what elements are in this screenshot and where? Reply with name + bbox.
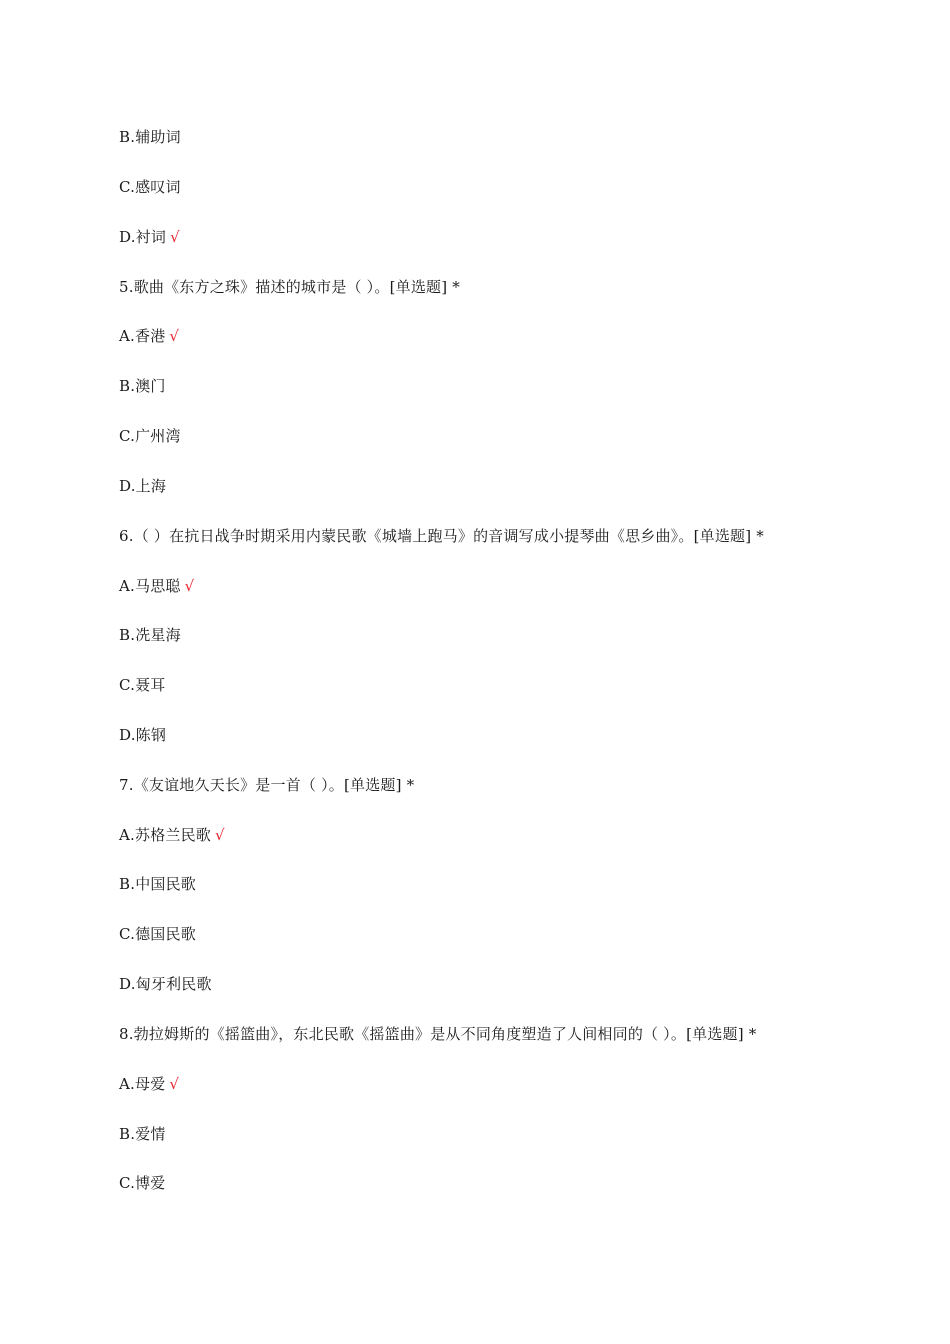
option-line (119, 1072, 179, 1096)
option-line (119, 723, 170, 747)
option-line (119, 424, 185, 448)
option-line (119, 1171, 170, 1195)
line-text: D.衬词 (119, 228, 167, 246)
line-text: C.德国民歌 (119, 925, 196, 943)
line-text: A.母爱 (119, 1075, 166, 1093)
line-text: A.香港 (119, 327, 166, 345)
option-line (119, 225, 180, 249)
line-text: C.感叹词 (119, 178, 181, 196)
line-text: D.陈钢 (119, 726, 167, 744)
line-text: B.冼星海 (119, 626, 181, 644)
correct-check-mark: √ (184, 577, 195, 595)
correct-check-mark: √ (170, 228, 180, 246)
line-text: A.苏格兰民歌 (119, 826, 212, 844)
line-text: C.聂耳 (119, 676, 166, 694)
line-text: C.博爱 (119, 1174, 166, 1192)
question-line (119, 275, 464, 299)
line-text: C.广州湾 (119, 427, 181, 445)
option-line (119, 673, 170, 697)
option-line (119, 972, 216, 996)
option-line (119, 574, 194, 598)
option-line (119, 1122, 170, 1146)
line-text: B.辅助词 (119, 128, 181, 146)
line-text: B.中国民歌 (119, 875, 196, 893)
option-line (119, 324, 179, 348)
line-text: D.匈牙利民歌 (119, 975, 212, 993)
question-line (119, 773, 418, 797)
question-line (119, 1022, 760, 1046)
line-text: 7.《友谊地久天长》是一首（ ）。[单选题] * (119, 776, 415, 794)
option-line (119, 823, 225, 847)
line-text: 5.歌曲《东方之珠》描述的城市是（ ）。[单选题] * (119, 278, 460, 296)
correct-check-mark: √ (169, 327, 180, 345)
option-line (119, 922, 200, 946)
line-text: 8.勃拉姆斯的《摇篮曲》，东北民歌《摇篮曲》是从不同角度塑造了人间相同的（ ）。[单选题] * (119, 1025, 757, 1043)
line-text: B.澳门 (119, 377, 166, 395)
option-line (119, 125, 185, 149)
line-text: 6.（ ）在抗日战争时期采用内蒙民歌《城墙上跑马》的音调写成小提琴曲《思乡曲》。[单选题] * (119, 527, 764, 545)
option-line (119, 374, 170, 398)
option-line (119, 474, 170, 498)
question-line (119, 524, 768, 548)
line-text: D.上海 (119, 477, 167, 495)
option-line (119, 623, 185, 647)
correct-check-mark: √ (215, 826, 225, 844)
option-line (119, 175, 185, 199)
correct-check-mark: √ (169, 1075, 180, 1093)
line-text: B.爱情 (119, 1125, 166, 1143)
line-text: A.马思聪 (119, 577, 181, 595)
option-line (119, 872, 200, 896)
